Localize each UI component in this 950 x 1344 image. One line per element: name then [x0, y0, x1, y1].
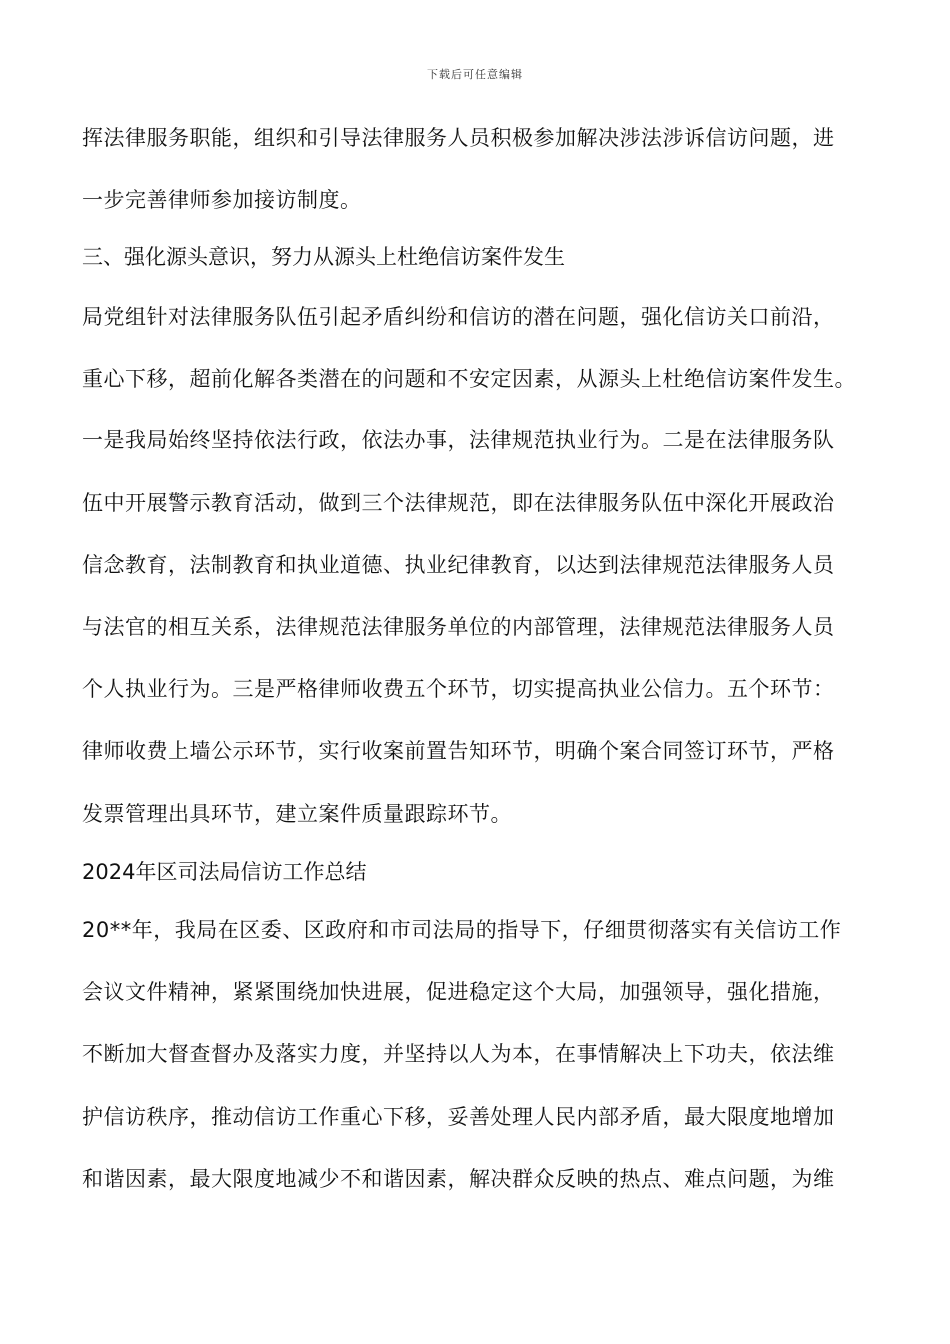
body-line: 一是我局始终坚持依法行政，依法办事，法律规范执业行为。二是在法律服务队	[82, 428, 835, 452]
section-heading: 三、强化源头意识，努力从源头上杜绝信访案件发生	[82, 245, 565, 269]
body-line: 和谐因素，最大限度地减少不和谐因素，解决群众反映的热点、难点问题，为维	[82, 1167, 835, 1191]
body-line: 会议文件精神，紧紧围绕加快进展，促进稳定这个大局，加强领导，强化措施，	[82, 980, 835, 1004]
body-line: 一步完善律师参加接访制度。	[82, 188, 362, 212]
body-line: 20**年，我局在区委、区政府和市司法局的指导下，仔细贯彻落实有关信访工作	[82, 918, 842, 942]
body-line: 个人执业行为。三是严格律师收费五个环节，切实提高执业公信力。五个环节：	[82, 677, 835, 701]
body-line: 重心下移，超前化解各类潜在的问题和不安定因素，从源头上杜绝信访案件发生。	[82, 367, 856, 391]
body-line: 律师收费上墙公示环节，实行收案前置告知环节，明确个案合同签订环节，严格	[82, 739, 835, 763]
body-line: 挥法律服务职能，组织和引导法律服务人员积极参加解决涉法涉诉信访问题，进	[82, 126, 835, 150]
body-line: 护信访秩序，推动信访工作重心下移，妥善处理人民内部矛盾，最大限度地增加	[82, 1105, 835, 1129]
body-line: 与法官的相互关系，法律规范法律服务单位的内部管理，法律规范法律服务人员	[82, 615, 835, 639]
body-line: 不断加大督查督办及落实力度，并坚持以人为本，在事情解决上下功夫，依法维	[82, 1042, 835, 1066]
body-line: 局党组针对法律服务队伍引起矛盾纠纷和信访的潜在问题，强化信访关口前沿，	[82, 305, 835, 329]
body-line: 信念教育，法制教育和执业道德、执业纪律教育，以达到法律规范法律服务人员	[82, 553, 835, 577]
body-line: 伍中开展警示教育活动，做到三个法律规范，即在法律服务队伍中深化开展政治	[82, 491, 835, 515]
body-line: 发票管理出具环节，建立案件质量跟踪环节。	[82, 802, 512, 826]
document-title: 2024年区司法局信访工作总结	[82, 860, 367, 884]
header-note: 下载后可任意编辑	[427, 68, 523, 81]
